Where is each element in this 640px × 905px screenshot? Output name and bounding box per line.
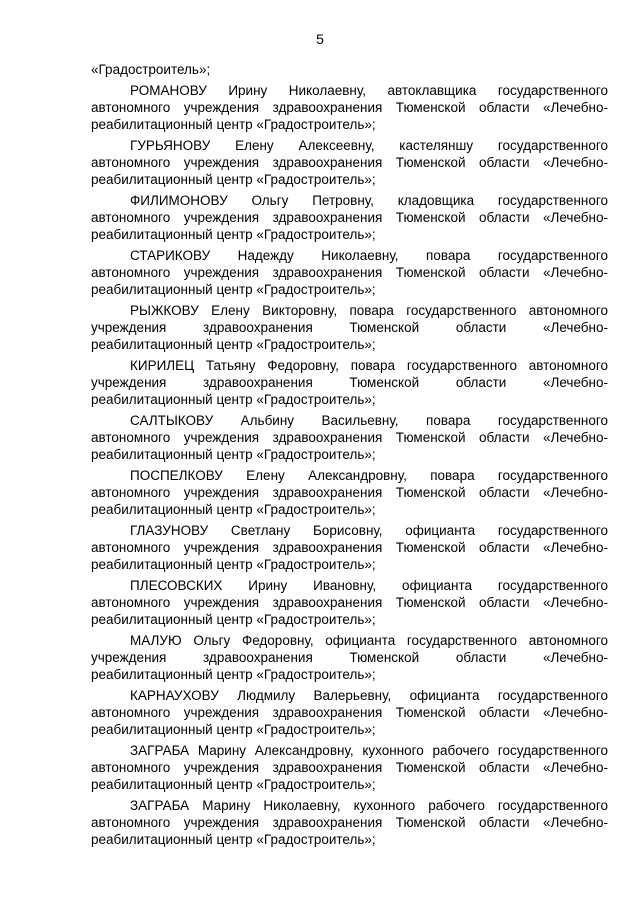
paragraph-line: автономного учреждения здравоохранения Тюменской области «Лечебно- bbox=[91, 155, 608, 170]
paragraph-line: учреждения здравоохранения Тюменской области «Лечебно- bbox=[91, 650, 608, 665]
page-number: 5 bbox=[316, 31, 324, 47]
paragraph-line: реабилитационный центр «Градостроитель»; bbox=[91, 117, 376, 132]
paragraph-line: автономного учреждения здравоохранения Тюменской области «Лечебно- bbox=[91, 210, 608, 225]
paragraph-line: реабилитационный центр «Градостроитель»; bbox=[91, 447, 376, 462]
paragraph-line: учреждения здравоохранения Тюменской области «Лечебно- bbox=[91, 320, 608, 335]
list-item bbox=[91, 632, 608, 683]
paragraph-first-line: ФИЛИМОНОВУ Ольгу Петровну, кладовщика государственного bbox=[130, 193, 608, 208]
list-item bbox=[91, 742, 608, 793]
list-item bbox=[91, 522, 608, 573]
paragraph-line: автономного учреждения здравоохранения Тюменской области «Лечебно- bbox=[91, 265, 608, 280]
paragraph-first-line: РЫЖКОВУ Елену Викторовну, повара государственного автономного bbox=[130, 303, 608, 318]
paragraph-first-line: СТАРИКОВУ Надежду Николаевну, повара государственного bbox=[130, 248, 608, 263]
paragraph-first-line: ГУРЬЯНОВУ Елену Алексеевну, кастеляншу государственного bbox=[130, 138, 608, 153]
paragraph-line: реабилитационный центр «Градостроитель»; bbox=[91, 172, 376, 187]
list-item bbox=[91, 192, 608, 243]
paragraph-first-line: САЛТЫКОВУ Альбину Васильевну, повара государственного bbox=[130, 413, 608, 428]
list-item bbox=[91, 357, 608, 408]
paragraph-first-line: ПЛЕСОВСКИХ Ирину Ивановну, официанта государственного bbox=[130, 578, 608, 593]
list-item bbox=[91, 577, 608, 628]
paragraph-line: автономного учреждения здравоохранения Тюменской области «Лечебно- bbox=[91, 430, 608, 445]
continuation-line: «Градостроитель»; bbox=[91, 62, 211, 77]
document-body bbox=[91, 61, 608, 852]
paragraph-line: автономного учреждения здравоохранения Тюменской области «Лечебно- bbox=[91, 595, 608, 610]
paragraph-first-line: МАЛУЮ Ольгу Федоровну, официанта государственного автономного bbox=[130, 633, 608, 648]
list-item bbox=[91, 247, 608, 298]
paragraph-first-line: КИРИЛЕЦ Татьяну Федоровну, повара государственного автономного bbox=[130, 358, 608, 373]
paragraph-line: реабилитационный центр «Градостроитель»; bbox=[91, 612, 376, 627]
paragraph-list bbox=[91, 82, 608, 848]
paragraph-first-line: КАРНАУХОВУ Людмилу Валерьевну, официанта государственного bbox=[130, 688, 608, 703]
paragraph-line: реабилитационный центр «Градостроитель»; bbox=[91, 392, 376, 407]
list-item bbox=[91, 467, 608, 518]
paragraph-first-line: ЗАГРАБА Марину Николаевну, кухонного рабочего государственного bbox=[130, 798, 608, 813]
paragraph-line: автономного учреждения здравоохранения Тюменской области «Лечебно- bbox=[91, 815, 608, 830]
list-item bbox=[91, 302, 608, 353]
paragraph-line: автономного учреждения здравоохранения Тюменской области «Лечебно- bbox=[91, 485, 608, 500]
paragraph-first-line: ЗАГРАБА Марину Александровну, кухонного рабочего государственного bbox=[130, 743, 608, 758]
paragraph-line: автономного учреждения здравоохранения Тюменской области «Лечебно- bbox=[91, 540, 608, 555]
list-item bbox=[91, 82, 608, 133]
paragraph-line: реабилитационный центр «Градостроитель»; bbox=[91, 282, 376, 297]
paragraph-line: реабилитационный центр «Градостроитель»; bbox=[91, 722, 376, 737]
paragraph-line: автономного учреждения здравоохранения Тюменской области «Лечебно- bbox=[91, 760, 608, 775]
list-item bbox=[91, 412, 608, 463]
paragraph-first-line: РОМАНОВУ Ирину Николаевну, автоклавщика государственного bbox=[130, 83, 608, 98]
paragraph-line: реабилитационный центр «Градостроитель»; bbox=[91, 832, 376, 847]
paragraph-line: реабилитационный центр «Градостроитель»; bbox=[91, 557, 376, 572]
list-item bbox=[91, 687, 608, 738]
paragraph-first-line: ПОСПЕЛКОВУ Елену Александровну, повара государственного bbox=[130, 468, 608, 483]
paragraph-line: автономного учреждения здравоохранения Тюменской области «Лечебно- bbox=[91, 705, 608, 720]
paragraph-line: реабилитационный центр «Градостроитель»; bbox=[91, 227, 376, 242]
paragraph-line: автономного учреждения здравоохранения Тюменской области «Лечебно- bbox=[91, 100, 608, 115]
paragraph-line: реабилитационный центр «Градостроитель»; bbox=[91, 667, 376, 682]
paragraph-first-line: ГЛАЗУНОВУ Светлану Борисовну, официанта государственного bbox=[130, 523, 608, 538]
paragraph-line: реабилитационный центр «Градостроитель»; bbox=[91, 777, 376, 792]
paragraph-line: реабилитационный центр «Градостроитель»; bbox=[91, 502, 376, 517]
list-item bbox=[91, 137, 608, 188]
paragraph-line: учреждения здравоохранения Тюменской области «Лечебно- bbox=[91, 375, 608, 390]
list-item bbox=[91, 797, 608, 848]
paragraph-line: реабилитационный центр «Градостроитель»; bbox=[91, 337, 376, 352]
